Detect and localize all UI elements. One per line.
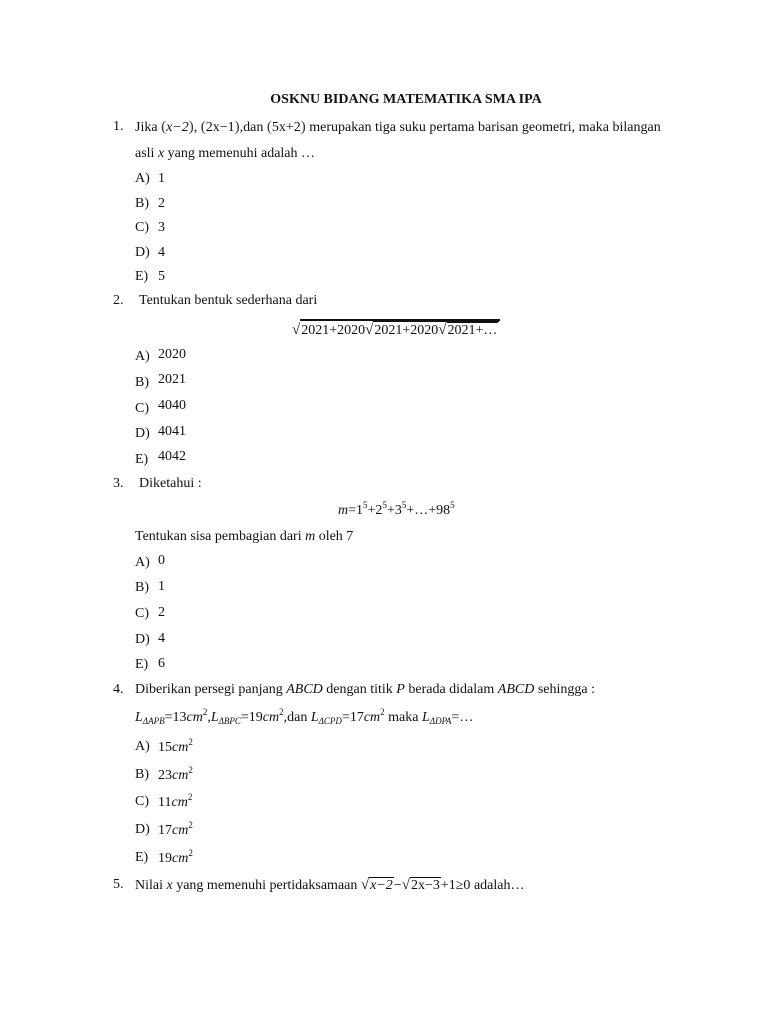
area-L: L — [422, 710, 430, 725]
unit-cm: cm — [172, 768, 189, 783]
option-value: 19 — [158, 851, 172, 866]
question-5-line — [135, 877, 524, 894]
unit-cm: cm — [172, 740, 189, 755]
question-3-number: 3. — [113, 476, 124, 491]
question-2-nested-radical — [292, 319, 500, 339]
option-label: E) — [135, 657, 149, 672]
exponent: 5 — [401, 500, 407, 510]
q4-abcd: ABCD — [286, 682, 323, 697]
area-value: =17 — [341, 710, 364, 725]
question-2-text: Tentukan bentuk sederhana dari — [139, 293, 318, 308]
option-label: C) — [135, 220, 149, 235]
option-label: D) — [135, 426, 150, 441]
radical-term: 2x−3 — [410, 878, 440, 893]
q4-text-4: sehingga : — [537, 682, 595, 697]
q5-tail: +1≥0 — [440, 878, 471, 893]
exponent: 2 — [188, 765, 193, 775]
exponent: 2 — [187, 792, 193, 802]
exponent: 2 — [188, 737, 193, 747]
option-value-area — [158, 792, 193, 811]
paren-close: ) — [300, 119, 306, 135]
exponent: 5 — [450, 500, 455, 510]
option-value: 2 — [158, 605, 165, 620]
radical — [438, 322, 498, 339]
option-label: B) — [135, 196, 149, 211]
radical-term: 2021+2020 — [301, 323, 366, 338]
q5-minus: − — [393, 878, 402, 893]
sqrt-icon: √ — [292, 322, 301, 338]
q1-text-rest: merupakan tiga suku pertama barisan geometri, maka bilangan — [309, 120, 661, 135]
option-value-area — [158, 820, 193, 839]
radical — [292, 319, 500, 339]
option-value: 4040 — [158, 398, 186, 413]
exponent: 2 — [380, 707, 385, 717]
exponent: 2 — [202, 707, 208, 717]
option-label: C) — [135, 401, 149, 416]
q3-text-a: Tentukan sisa pembagian dari — [135, 529, 302, 544]
option-label: B) — [135, 375, 149, 390]
exponent: 5 — [363, 500, 368, 510]
q1-text-jika: Jika — [135, 120, 158, 135]
q4-dan: ,dan — [283, 710, 308, 725]
unit-cm: cm — [171, 795, 188, 810]
area-subscript: ΔBPC — [218, 716, 241, 726]
q3-var-m: m — [305, 529, 316, 544]
unit-cm: cm — [262, 710, 280, 725]
option-value: 11 — [158, 795, 172, 810]
sqrt-icon: √ — [438, 322, 447, 338]
option-label: A) — [135, 739, 150, 754]
paren-open: ( — [266, 119, 272, 135]
unit-cm: cm — [186, 710, 203, 725]
q4-abcd: ABCD — [497, 682, 535, 697]
option-value-area — [158, 737, 193, 756]
q4-text-3: berada didalam — [408, 682, 495, 697]
option-value: 17 — [158, 823, 172, 838]
exponent: 2 — [188, 848, 193, 858]
sqrt-icon: √ — [401, 877, 410, 893]
question-1-number: 1. — [113, 119, 124, 134]
q4-text-2: dengan titik — [326, 682, 393, 697]
option-label: E) — [135, 269, 149, 284]
q1-var-x: x — [157, 146, 165, 161]
option-label: D) — [135, 632, 150, 647]
option-value: 2021 — [158, 372, 186, 387]
option-value: 4041 — [158, 424, 186, 439]
unit-cm: cm — [363, 710, 381, 725]
option-label: D) — [135, 822, 150, 837]
question-5-number: 5. — [113, 877, 124, 892]
q5-text-2: yang memenuhi pertidaksamaan — [176, 878, 358, 893]
option-value: 5 — [158, 269, 165, 284]
radical-term: 2021+2020 — [374, 323, 439, 338]
area-subscript: ΔAPB — [142, 716, 165, 726]
eq-var-m: m — [338, 503, 349, 518]
radical — [365, 321, 499, 339]
q4-point-p: P — [396, 682, 405, 697]
question-4-number: 4. — [113, 682, 124, 697]
q1-text-asli: asli — [135, 146, 155, 161]
unit-cm: cm — [172, 851, 189, 866]
q3-text-b: oleh 7 — [318, 529, 354, 544]
q5-text-1: Nilai — [135, 878, 163, 893]
question-3-line-2 — [135, 529, 353, 545]
paren-close: ) — [188, 119, 194, 135]
paren-open: ( — [200, 119, 206, 135]
q5-var-x: x — [166, 878, 173, 893]
option-value: 4 — [158, 631, 165, 646]
option-value: 2 — [158, 196, 165, 211]
option-label: B) — [135, 767, 149, 782]
option-value: 2020 — [158, 347, 186, 362]
exponent: 2 — [279, 707, 284, 717]
question-1-line-2 — [135, 146, 315, 162]
option-label: E) — [135, 452, 149, 467]
option-value: 23 — [158, 768, 172, 783]
question-3-equation — [338, 500, 455, 519]
option-label: B) — [135, 580, 149, 595]
question-4-line-2 — [135, 707, 474, 726]
area-value: =13 — [164, 710, 187, 725]
question-3-text: Diketahui : — [139, 476, 202, 491]
option-value: 0 — [158, 553, 165, 568]
option-label: A) — [135, 555, 150, 570]
eq-part: +3 — [386, 503, 402, 518]
area-subscript: ΔCPD — [318, 716, 342, 726]
area-subscript: ΔDPA — [429, 716, 452, 726]
question-4-line-1 — [135, 682, 595, 698]
q5-text-3: adalah… — [473, 878, 525, 893]
question-2-number: 2. — [113, 293, 124, 308]
q1-term-1: x−2 — [166, 120, 189, 135]
option-value: 1 — [158, 579, 165, 594]
option-label: E) — [135, 850, 149, 865]
paren-open: ( — [161, 119, 167, 135]
area-L: L — [135, 710, 143, 725]
area-value: =19 — [240, 710, 263, 725]
page-title: OSKNU BIDANG MATEMATIKA SMA IPA — [270, 92, 542, 107]
option-value-area — [158, 765, 193, 784]
option-label: D) — [135, 245, 150, 260]
option-label: C) — [135, 606, 149, 621]
exponent: 5 — [382, 500, 387, 510]
radical-term: 2021+… — [447, 323, 498, 338]
option-label: A) — [135, 171, 150, 186]
eq-part: =1 — [348, 503, 364, 518]
q1-comma: , — [193, 120, 198, 135]
area-L: L — [310, 710, 319, 725]
option-value: 3 — [158, 220, 165, 235]
q4-end: =… — [451, 710, 474, 725]
q4-text-1: Diberikan persegi panjang — [135, 682, 283, 697]
eq-part: +2 — [367, 503, 383, 518]
sqrt-icon: √ — [360, 877, 370, 893]
q4-maka: maka — [388, 710, 419, 725]
paren-close: ) — [234, 119, 240, 135]
option-value: 4042 — [158, 449, 186, 464]
eq-part: +…+98 — [406, 503, 451, 518]
area-L: L — [210, 710, 219, 725]
option-value: 1 — [158, 171, 165, 186]
option-value: 6 — [158, 656, 165, 671]
radical-term: x−2 — [370, 878, 393, 893]
option-value: 15 — [158, 740, 172, 755]
question-1-line-1 — [135, 119, 661, 136]
q1-term-2: 2x−1 — [205, 120, 235, 135]
q1-text-end: yang memenuhi adalah … — [167, 146, 316, 161]
option-value: 4 — [158, 245, 165, 260]
q1-term-3: 5x+2 — [271, 120, 301, 135]
sqrt-icon: √ — [365, 322, 374, 338]
exponent: 2 — [188, 820, 193, 830]
q1-dan: ,dan — [239, 120, 264, 135]
radical — [361, 877, 394, 894]
radical — [402, 877, 441, 894]
option-value-area — [158, 848, 193, 867]
option-label: C) — [135, 794, 149, 809]
option-label: A) — [135, 349, 150, 364]
comma: , — [207, 710, 211, 725]
unit-cm: cm — [172, 823, 189, 838]
